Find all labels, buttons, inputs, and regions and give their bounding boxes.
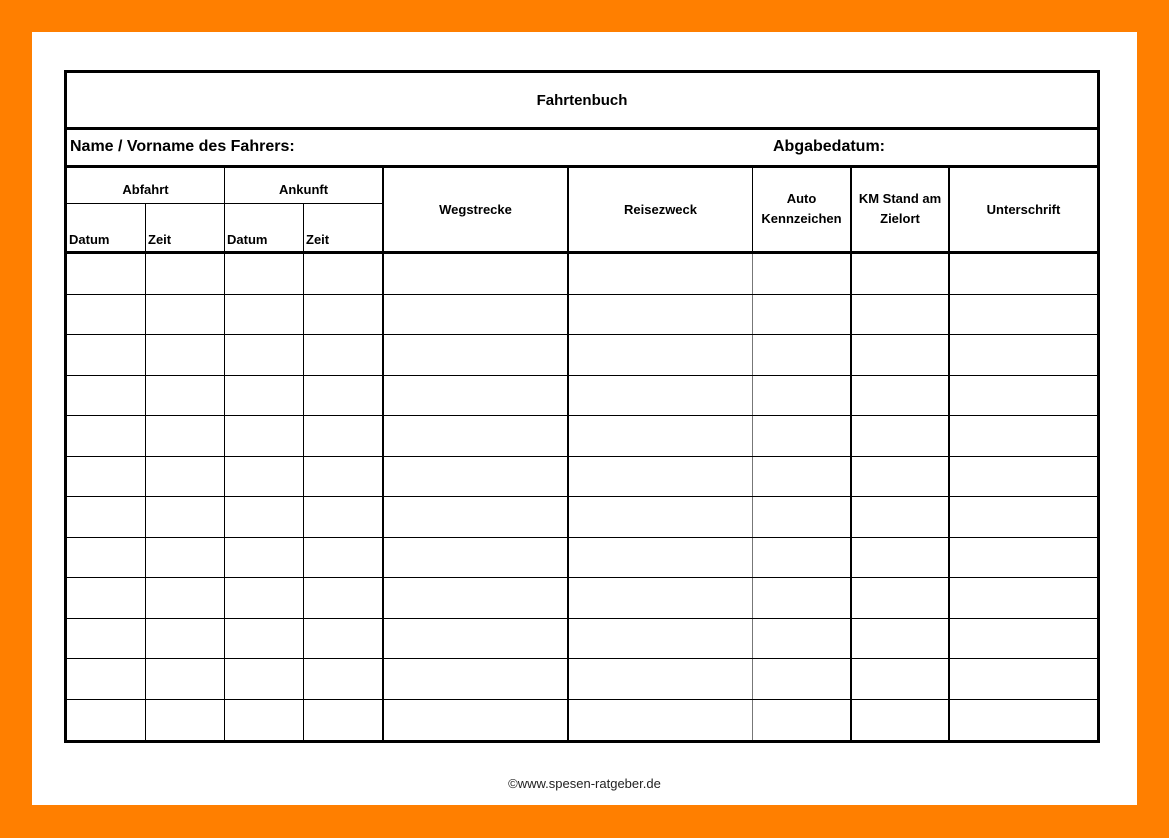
table-row [67, 416, 1097, 457]
table-row [67, 254, 1097, 295]
column-header-row [67, 168, 1097, 254]
driver-name-label: Name / Vorname des Fahrers: [70, 138, 295, 155]
header-ankunft: Ankunft [278, 182, 329, 197]
table-row [67, 659, 1097, 700]
table-row [67, 457, 1097, 498]
table-row [67, 538, 1097, 579]
header-km-line1: KM Stand am [858, 191, 942, 206]
table-row [67, 295, 1097, 336]
header-auto-line1: Auto [786, 191, 817, 206]
logbook-table [64, 70, 1100, 743]
header-zeit-ankunft: Zeit [306, 232, 330, 247]
header-km-stand [852, 188, 948, 230]
table-row [67, 578, 1097, 619]
header-km-line2: Zielort [880, 211, 920, 226]
header-reisezweck: Reisezweck [624, 201, 697, 217]
header-zeit-abfahrt: Zeit [148, 232, 172, 247]
header-auto-kennzeichen [753, 188, 850, 230]
driver-info-row [67, 130, 1097, 168]
form-title: Fahrtenbuch [67, 73, 1097, 130]
table-row [67, 497, 1097, 538]
header-datum-abfahrt: Datum [69, 232, 110, 247]
submission-date-label: Abgabedatum: [773, 138, 885, 155]
footer-copyright: ©www.spesen-ratgeber.de [508, 776, 661, 791]
table-row [67, 376, 1097, 417]
table-row [67, 619, 1097, 660]
table-row [67, 335, 1097, 376]
header-datum-ankunft: Datum [227, 232, 268, 247]
header-unterschrift: Unterschrift [986, 201, 1061, 217]
header-auto-line2: Kennzeichen [761, 211, 842, 226]
header-abfahrt: Abfahrt [122, 182, 169, 197]
table-row [67, 700, 1097, 741]
logbook-entries [67, 254, 1097, 740]
header-wegstrecke: Wegstrecke [439, 201, 512, 217]
